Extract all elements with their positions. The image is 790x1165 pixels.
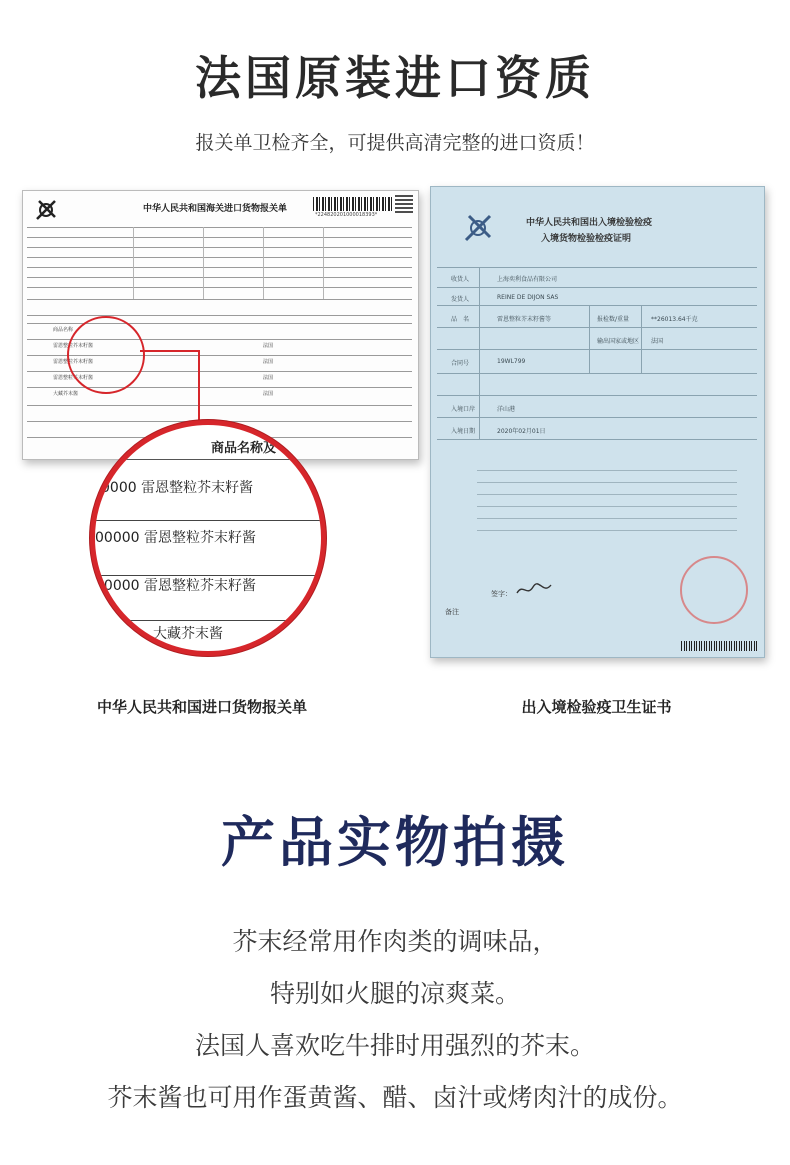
inspection-caption: 出入境检验疫卫生证书	[521, 698, 672, 716]
qr-code-icon	[395, 195, 413, 213]
signature-label: 签字：	[491, 590, 512, 598]
customs-doc-title: 中华人民共和国海关进口货物报关单	[143, 204, 288, 214]
weight-value: **26013.64千克	[651, 316, 698, 323]
consignee-label: 收货人	[451, 276, 470, 283]
product-label: 品 名	[451, 316, 470, 323]
consignor-label: 发货人	[451, 296, 470, 303]
description-line: 芥末酱也可用作蛋黄酱、醋、卤汁或烤肉汁的成份。	[107, 1083, 683, 1112]
port-value: 洋山港	[497, 406, 516, 413]
magnifier-source-circle	[67, 316, 145, 394]
magnifier-row: 00000 雷恩整粒芥末籽酱	[95, 578, 256, 594]
magnifier-row: 大藏芥末酱	[153, 626, 223, 642]
weight-label: 报检数/重量	[597, 316, 630, 323]
inspection-title-line2: 入境货物检验检疫证明	[541, 234, 632, 244]
magnifier-connector	[140, 350, 200, 352]
section-title: 产品实物拍摄	[221, 811, 569, 874]
contract-label: 合同号	[451, 360, 470, 367]
port-label: 入境口岸	[451, 406, 476, 413]
magnifier-row: 00000 雷恩整粒芥末籽酱	[95, 530, 256, 546]
description-line: 法国人喜欢吃牛排时用强烈的芥末。	[194, 1031, 595, 1060]
origin-value: 法国	[651, 338, 664, 345]
customs-declaration-image: 中华人民共和国海关进口货物报关单 *224820201000018393* 商品名称 雷恩整粒芥末籽酱 雷恩整粒芥末籽酱 雷恩整粒芥末籽酱 大藏芥末酱 法国 法国 法国 法国	[22, 190, 419, 460]
customs-emblem-icon	[33, 197, 59, 223]
product-value: 雷恩整粒芥末籽酱等	[497, 316, 552, 323]
consignee-value: 上海奕利食品有限公司	[497, 276, 558, 283]
inspection-title-line1: 中华人民共和国出入境检验检疫	[526, 218, 653, 228]
official-seal	[680, 556, 748, 624]
certificate-barcode	[681, 641, 759, 651]
entry-date-value: 2020年02月01日	[497, 428, 546, 435]
contract-value: 19WL799	[497, 358, 526, 365]
signature-mark	[515, 581, 555, 599]
entry-date-label: 入境日期	[451, 428, 476, 435]
consignor-value: REINE DE DIJON SAS	[497, 294, 559, 301]
magnifier-lens	[90, 420, 326, 656]
barcode-number: *224820201000018393*	[315, 212, 378, 218]
page-subtitle: 报关单卫检齐全，可提供高清完整的进口资质！	[195, 132, 595, 154]
customs-caption: 中华人民共和国进口货物报关单	[96, 698, 307, 716]
page-title: 法国原装进口资质	[195, 51, 595, 105]
inspection-emblem-icon	[461, 211, 495, 245]
description-line: 特别如火腿的凉爽菜。	[269, 979, 520, 1008]
description-line: 芥末经常用作肉类的调味品，	[232, 927, 558, 956]
barcode	[313, 197, 393, 211]
origin-label: 输出国家或地区	[597, 338, 640, 345]
remark-label: 备注	[445, 608, 459, 616]
magnifier-header: 商品名称及	[211, 441, 277, 456]
magnifier-row: 0000 雷恩整粒芥末籽酱	[101, 480, 254, 496]
